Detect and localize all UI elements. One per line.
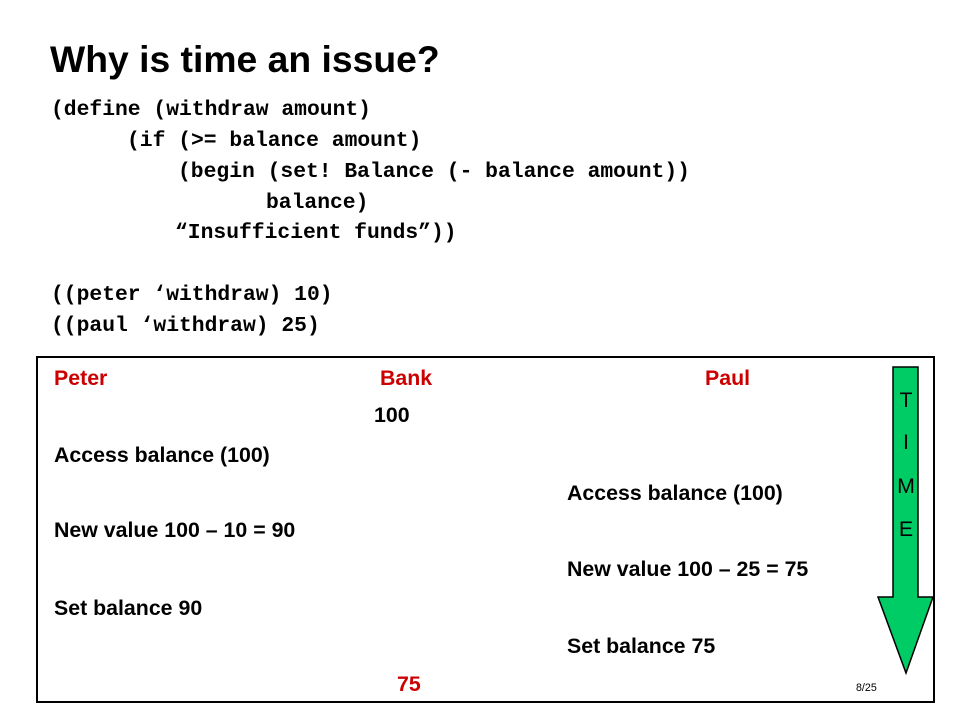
code-line-paul-withdraw: ((paul ‘withdraw) 25) (51, 314, 320, 338)
code-line-insufficient-funds: “Insufficient funds”)) (175, 221, 457, 245)
code-line-peter-withdraw: ((peter ‘withdraw) 10) (51, 283, 333, 307)
paul-step-new-value: New value 100 – 25 = 75 (567, 557, 809, 581)
paul-step-access: Access balance (100) (567, 481, 783, 505)
column-header-bank: Bank (380, 366, 433, 390)
slide-title: Why is time an issue? (50, 38, 440, 80)
column-header-peter: Peter (54, 366, 108, 390)
column-header-paul: Paul (705, 366, 751, 390)
timeline-box (36, 356, 935, 703)
peter-step-new-value: New value 100 – 10 = 90 (54, 518, 296, 542)
time-arrow-letter-t: T (899, 388, 913, 412)
time-arrow-letter-m: M (897, 474, 915, 498)
code-line-begin: (begin (set! Balance (- balance amount)) (178, 160, 690, 184)
code-line-if: (if (>= balance amount) (127, 129, 422, 153)
paul-step-set-balance: Set balance 75 (567, 634, 716, 658)
bank-initial-balance: 100 (374, 403, 410, 427)
bank-final-balance: 75 (397, 672, 421, 696)
time-arrow-letter-i: I (903, 430, 909, 454)
page-number: 8/25 (856, 682, 877, 694)
peter-step-access: Access balance (100) (54, 443, 270, 467)
code-line-balance: balance) (266, 191, 369, 215)
time-arrow-letter-e: E (898, 517, 914, 541)
peter-step-set-balance: Set balance 90 (54, 596, 203, 620)
code-line-define: (define (withdraw amount) (51, 98, 371, 122)
